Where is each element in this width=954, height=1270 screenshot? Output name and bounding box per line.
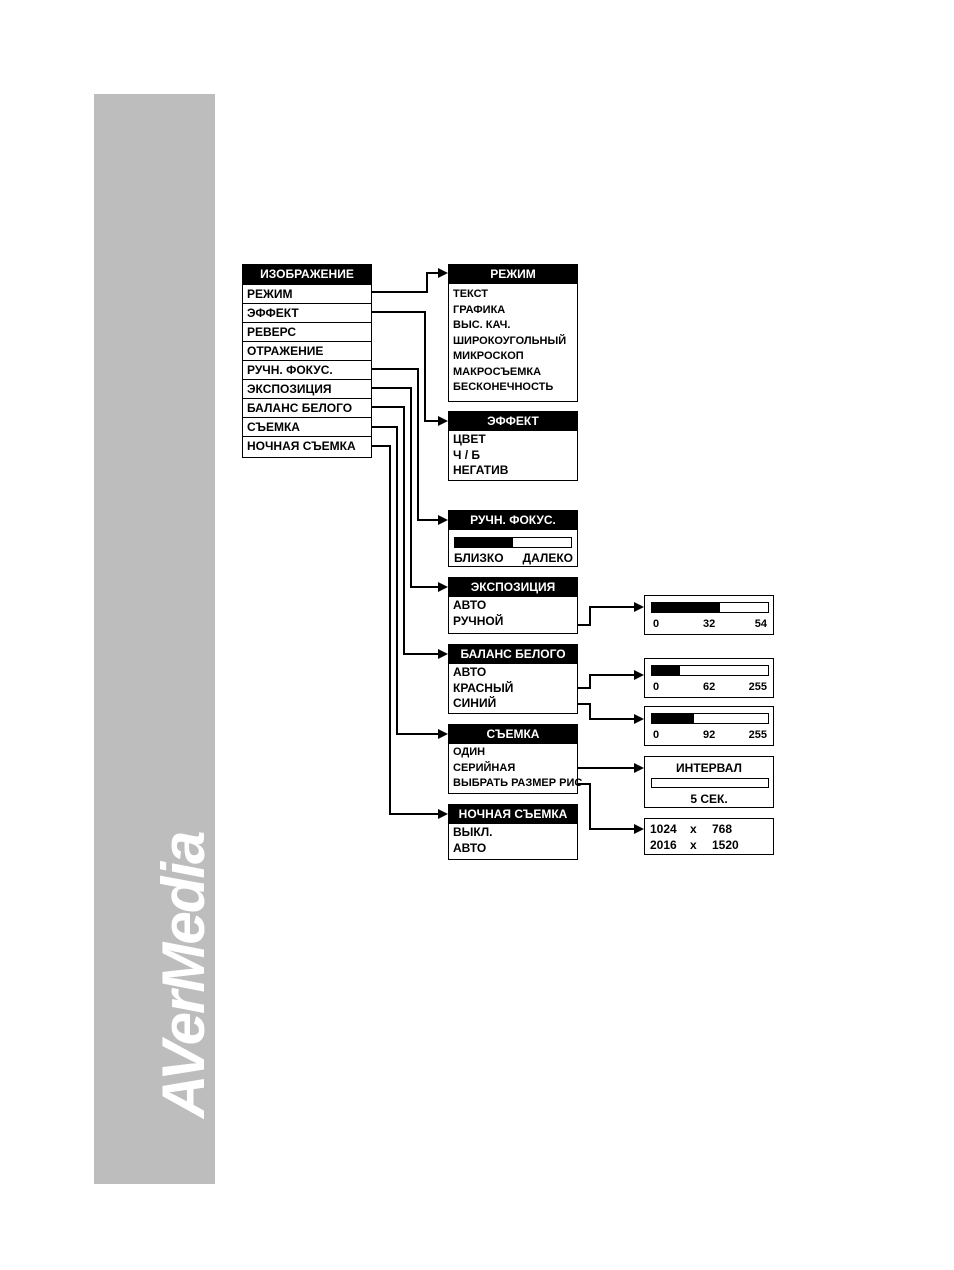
mode-option-macro[interactable]: МАКРОСЪЕМКА — [453, 365, 542, 378]
menu-item-mode[interactable]: РЕЖИМ — [243, 284, 371, 303]
mode-submenu — [448, 264, 578, 402]
exposure-slider-fill — [652, 603, 720, 612]
exposure-slider-panel — [644, 595, 774, 635]
exposure-value-label: 32 — [703, 618, 716, 630]
night-submenu — [448, 804, 578, 860]
wb-blue-slider-panel — [644, 706, 774, 746]
effect-option-color[interactable]: ЦВЕТ — [453, 432, 486, 446]
focus-slider-fill — [455, 538, 513, 547]
wb-blue-min-label: 0 — [653, 729, 660, 741]
capture-submenu — [448, 724, 583, 794]
exposure-title: ЭКСПОЗИЦИЯ — [449, 578, 577, 597]
image-size-panel — [644, 818, 774, 855]
mode-option-microscope[interactable]: МИКРОСКОП — [453, 350, 524, 362]
focus-near-label: БЛИЗКО — [454, 551, 504, 565]
mode-title: РЕЖИМ — [449, 265, 577, 284]
interval-panel — [644, 756, 774, 808]
night-option-auto[interactable]: АВТО — [453, 840, 487, 855]
wb-red-max-label: 255 — [748, 681, 767, 693]
size-width: 1024 — [650, 822, 677, 836]
capture-option-size[interactable]: ВЫБРАТЬ РАЗМЕР РИС — [453, 777, 583, 789]
wb-red-slider-panel — [644, 658, 774, 698]
menu-item-mirror[interactable]: ОТРАЖЕНИЕ — [243, 341, 371, 360]
interval-value: 5 СЕК. — [690, 792, 728, 806]
exposure-option-auto[interactable]: АВТО — [453, 598, 487, 612]
focus-submenu — [448, 510, 578, 567]
exposure-submenu — [448, 577, 578, 634]
effect-option-bw[interactable]: Ч / Б — [453, 447, 481, 462]
white-balance-title: БАЛАНС БЕЛОГО — [449, 645, 577, 664]
menu-item-exposure[interactable]: ЭКСПОЗИЦИЯ — [243, 379, 371, 398]
mode-option-wide-angle[interactable]: ШИРОКОУГОЛЬНЫЙ — [453, 334, 567, 347]
exposure-min-label: 0 — [653, 618, 660, 630]
size-width: 2016 — [650, 838, 677, 852]
size-times: x — [690, 838, 697, 852]
wb-red-slider-fill — [652, 666, 680, 675]
mode-option-graphics[interactable]: ГРАФИКА — [453, 303, 506, 316]
wb-blue-slider-fill — [652, 714, 694, 723]
focus-slider[interactable] — [454, 537, 572, 548]
size-row[interactable] — [650, 822, 732, 836]
size-times: x — [690, 822, 697, 836]
wb-option-blue[interactable]: СИНИЙ — [453, 696, 497, 710]
exposure-slider[interactable] — [651, 602, 769, 613]
interval-slider[interactable] — [651, 778, 769, 788]
focus-title: РУЧН. ФОКУС. — [449, 511, 577, 530]
wb-blue-value-label: 92 — [703, 729, 716, 741]
mode-option-infinity[interactable]: БЕСКОНЕЧНОСТЬ — [453, 381, 554, 393]
white-balance-submenu — [448, 644, 578, 714]
capture-title: СЪЕМКА — [449, 725, 577, 744]
interval-title: ИНТЕРВАЛ — [676, 761, 742, 775]
menu-item-white-balance[interactable]: БАЛАНС БЕЛОГО — [243, 398, 371, 417]
wb-red-slider[interactable] — [651, 665, 769, 676]
wb-red-value-label: 62 — [703, 681, 716, 693]
menu-item-capture[interactable]: СЪЕМКА — [243, 417, 371, 436]
size-height: 1520 — [712, 838, 739, 852]
effect-title: ЭФФЕКТ — [449, 412, 577, 431]
exposure-option-manual[interactable]: РУЧНОЙ — [453, 613, 504, 628]
effect-submenu — [448, 411, 578, 481]
menu-item-reverse[interactable]: РЕВЕРС — [243, 322, 371, 341]
wb-option-red[interactable]: КРАСНЫЙ — [453, 680, 514, 695]
main-menu-title: ИЗОБРАЖЕНИЕ — [243, 265, 371, 284]
exposure-max-label: 54 — [754, 618, 767, 630]
wb-blue-max-label: 255 — [748, 729, 767, 741]
menu-item-night[interactable]: НОЧНАЯ СЪЕМКА — [243, 436, 371, 455]
size-row[interactable] — [650, 838, 739, 852]
effect-option-negative[interactable]: НЕГАТИВ — [453, 463, 509, 477]
night-option-off[interactable]: ВЫКЛ. — [453, 825, 493, 839]
focus-far-label: ДАЛЕКО — [522, 551, 573, 565]
main-menu — [242, 264, 372, 458]
menu-item-effect[interactable]: ЭФФЕКТ — [243, 303, 371, 322]
night-title: НОЧНАЯ СЪЕМКА — [449, 805, 577, 824]
wb-blue-slider[interactable] — [651, 713, 769, 724]
mode-option-high-quality[interactable]: ВЫС. КАЧ. — [453, 319, 511, 331]
capture-option-single[interactable]: ОДИН — [453, 746, 486, 758]
mode-option-text[interactable]: ТЕКСТ — [453, 288, 489, 300]
capture-option-burst[interactable]: СЕРИЙНАЯ — [453, 761, 516, 774]
wb-option-auto[interactable]: АВТО — [453, 665, 487, 679]
menu-item-manual-focus[interactable]: РУЧН. ФОКУС. — [243, 360, 371, 379]
avermedia-logo: AVerMedia — [150, 832, 217, 1118]
size-height: 768 — [712, 822, 733, 836]
wb-red-min-label: 0 — [653, 681, 660, 693]
